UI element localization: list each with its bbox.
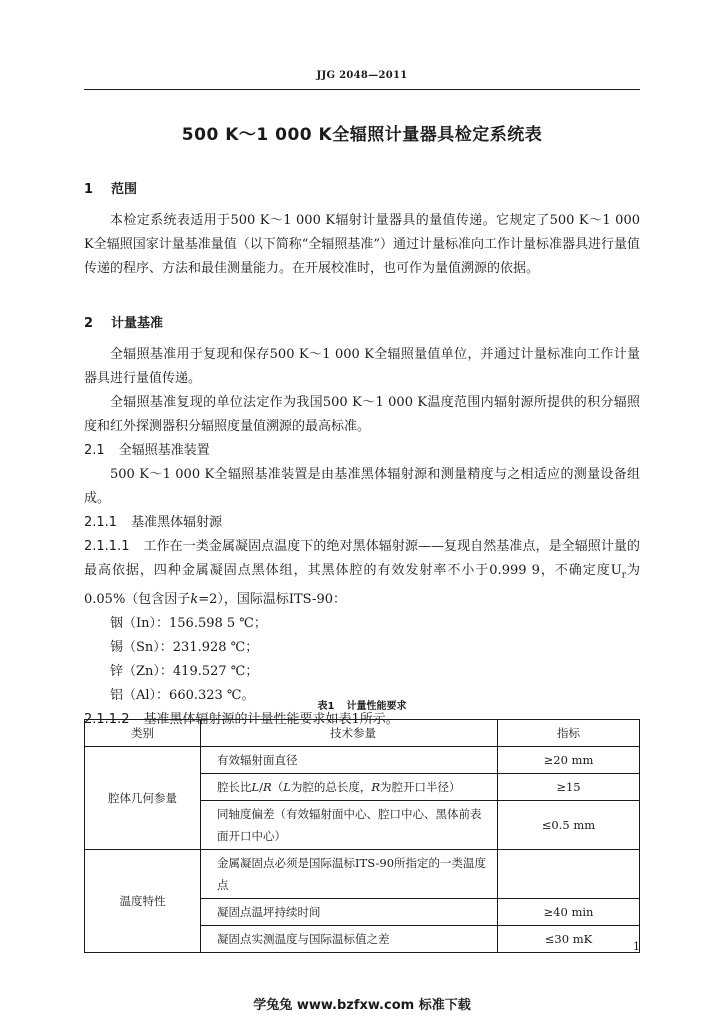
table-cell-category: 腔体几何参量 [85, 747, 201, 850]
section-1-paragraph: 本检定系统表适用于500 K～1 000 K辐射计量器具的量值传递。它规定了500 K～1 000 K全辐照国家计量基准量值（以下简称“全辐照基准”）通过计量标准向工作计量标准器具进行量值传递的程序、方法和最佳测量能力。在开展校准时，也可作为量值溯源的依据。 [84, 213, 641, 276]
section-2-1-number: 2.1 [84, 443, 105, 458]
table-cell-parameter: 凝固点温坪持续时间 [201, 899, 498, 926]
metal-list-item: 锡（Sn）：231.928 ℃； [110, 639, 259, 655]
section-2-number: 2 [84, 316, 94, 331]
section-2-paragraph-1: 全辐照基准用于复现和保存500 K～1 000 K全辐照量值单位，并通过计量标准向工作计量器具进行量值传递。 [84, 347, 640, 386]
section-2-1-paragraph: 500 K～1 000 K全辐照基准装置是由基准黑体辐射源和测量精度与之相适应的测量设备组成。 [84, 467, 640, 506]
page-number: 1 [633, 940, 640, 953]
section-2-title: 计量基准 [111, 316, 164, 331]
section-2-1-heading [84, 439, 640, 463]
table-cell-parameter: 凝固点实测温度与国际温标值之差 [201, 926, 498, 953]
table-header-category: 类别 [85, 720, 201, 747]
table-header-parameter: 技术参量 [201, 720, 498, 747]
table-caption [0, 697, 724, 712]
section-2-1-title: 全辐照基准装置 [118, 443, 210, 458]
table-cell-parameter: 有效辐射面直径 [201, 747, 498, 774]
table-cell-value: ≥15 [498, 774, 640, 801]
table-row [85, 747, 640, 774]
standard-code: JJG 2048—2011 [316, 70, 408, 81]
document-title: 500 K～1 000 K全辐照计量器具检定系统表 [181, 125, 543, 145]
section-1-number: 1 [84, 182, 94, 197]
section-2-heading [84, 312, 640, 336]
metal-list-item: 铝（Al）：660.323 ℃。 [110, 687, 255, 703]
section-1-title: 范围 [111, 182, 138, 197]
header-rule [84, 89, 640, 90]
table-cell-value: ≥40 min [498, 899, 640, 926]
table-cell-parameter: 金属凝固点必须是国际温标ITS-90所指定的一类温度点 [201, 850, 498, 899]
section-2-1-1-title: 基准黑体辐射源 [131, 515, 223, 530]
section-2 [84, 312, 640, 732]
section-2-1-1-1-paragraph [84, 535, 640, 612]
table-cell-value: ≤30 mK [498, 926, 640, 953]
uncertainty-subscript: r [621, 570, 627, 581]
performance-requirements-table [84, 719, 640, 953]
section-2-1-1-2-text: 基准黑体辐射源的计量性能要求如表1所示。 [143, 711, 399, 727]
table-cell-category: 温度特性 [85, 850, 201, 953]
table-header-indicator: 指标 [498, 720, 640, 747]
section-2-1-1-1-number: 2.1.1.1 [84, 539, 130, 554]
table-cell-parameter: 同轴度偏差（有效辐射面中心、腔口中心、黑体前表面开口中心） [201, 801, 498, 850]
footer-watermark[interactable]: 学兔兔 www.bzfxw.com 标准下载 [253, 998, 471, 1013]
coverage-factor-symbol: k [190, 591, 199, 607]
metal-list-item: 锌（Zn）：419.527 ℃； [110, 663, 259, 679]
section-2-paragraph-2: 全辐照基准复现的单位法定作为我国500 K～1 000 K温度范围内辐射源所提供的积分辐照度和红外探测器积分辐照度量值溯源的最高标准。 [84, 395, 640, 434]
section-2-1-1-2-number: 2.1.1.2 [84, 711, 130, 727]
section-2-1-1-1-text: 工作在一类金属凝固点温度下的绝对黑体辐射源——复现自然基准点，是全辐照计量的最高依据，四种金属凝固点黑体组，其黑体腔的有效发射率不小于0.999 9，不确定度U [84, 539, 640, 578]
table-cell-value: ≥20 mm [498, 747, 640, 774]
metal-list-item: 铟（In）：156.598 5 ℃； [110, 615, 267, 631]
section-1-heading [84, 178, 640, 202]
section-2-1-1-heading [84, 511, 640, 535]
table-cell-parameter: 腔长比L/R（L为腔的总长度，R为腔开口半径） [201, 774, 498, 801]
table-header-row [85, 720, 640, 747]
table-caption-number: 表1 [317, 701, 335, 712]
table-cell-value [498, 850, 640, 899]
table-caption-title: 计量性能要求 [346, 701, 407, 712]
table-row [85, 850, 640, 899]
section-1 [84, 178, 640, 281]
section-2-1-1-1-text-after: 为0.05%（包含因子 [84, 563, 640, 607]
section-2-1-1-number: 2.1.1 [84, 515, 118, 530]
table-cell-value: ≤0.5 mm [498, 801, 640, 850]
section-2-1-1-1-text-end: =2），国际温标ITS-90： [198, 591, 346, 607]
